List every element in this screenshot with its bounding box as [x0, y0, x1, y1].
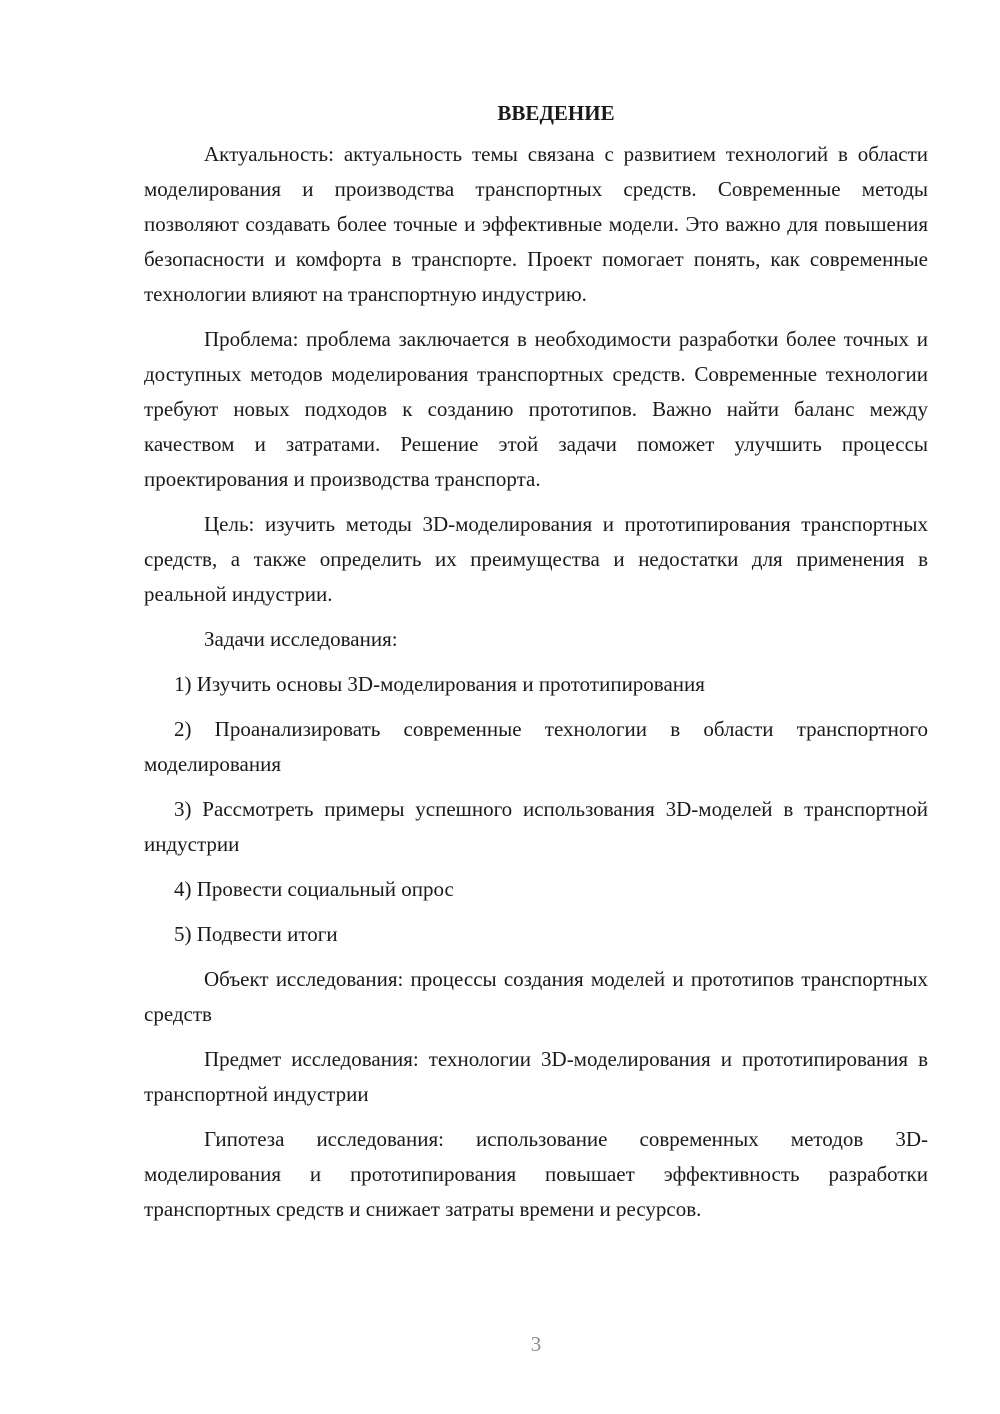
list-item: 1) Изучить основы 3D-моделирования и прототипирования: [174, 672, 705, 696]
paragraph-tasks-heading: Задачи исследования:: [204, 627, 398, 651]
list-item: 5) Подвести итоги: [174, 922, 338, 946]
paragraph-object: Объект исследования: процессы создания моделей и прототипов транспортных средств: [144, 967, 928, 1026]
document-body: [144, 96, 928, 1237]
task-list: [144, 667, 928, 952]
paragraph-hypothesis: Гипотеза исследования: использование современных методов 3D-моделирования и прототипирования повышает эффективность разработки транспортных средств и снижает затраты времени и ресурсов.: [144, 1127, 928, 1221]
list-item: 3) Рассмотреть примеры успешного использования 3D-моделей в транспортной индустрии: [144, 797, 928, 856]
paragraph-goal: Цель: изучить методы 3D-моделирования и прототипирования транспортных средств, а также определить их преимущества и недостатки для применения в реальной индустрии.: [144, 512, 928, 606]
list-item: 4) Провести социальный опрос: [174, 877, 454, 901]
page-title: ВВЕДЕНИЕ: [497, 101, 615, 125]
paragraph-subject: Предмет исследования: технологии 3D-моделирования и прототипирования в транспортной индустрии: [144, 1047, 928, 1106]
page-number: 3: [530, 1332, 542, 1356]
list-item: 2) Проанализировать современные технологии в области транспортного моделирования: [144, 717, 928, 776]
paragraph-problem: Проблема: проблема заключается в необходимости разработки более точных и доступных методов моделирования транспортных средств. Современные технологии требуют новых подходов к созданию прототипов. Важно найти баланс между качеством и затратами. Решение этой задачи поможет улучшить процессы проектирования и производства транспорта.: [144, 327, 928, 491]
paragraph-relevance: Актуальность: актуальность темы связана с развитием технологий в области моделирования и производства транспортных средств. Современные методы позволяют создавать более точные и эффективные модели. Это важно для повышения безопасности и комфорта в транспорте. Проект помогает понять, как современные технологии влияют на транспортную индустрию.: [144, 142, 928, 306]
